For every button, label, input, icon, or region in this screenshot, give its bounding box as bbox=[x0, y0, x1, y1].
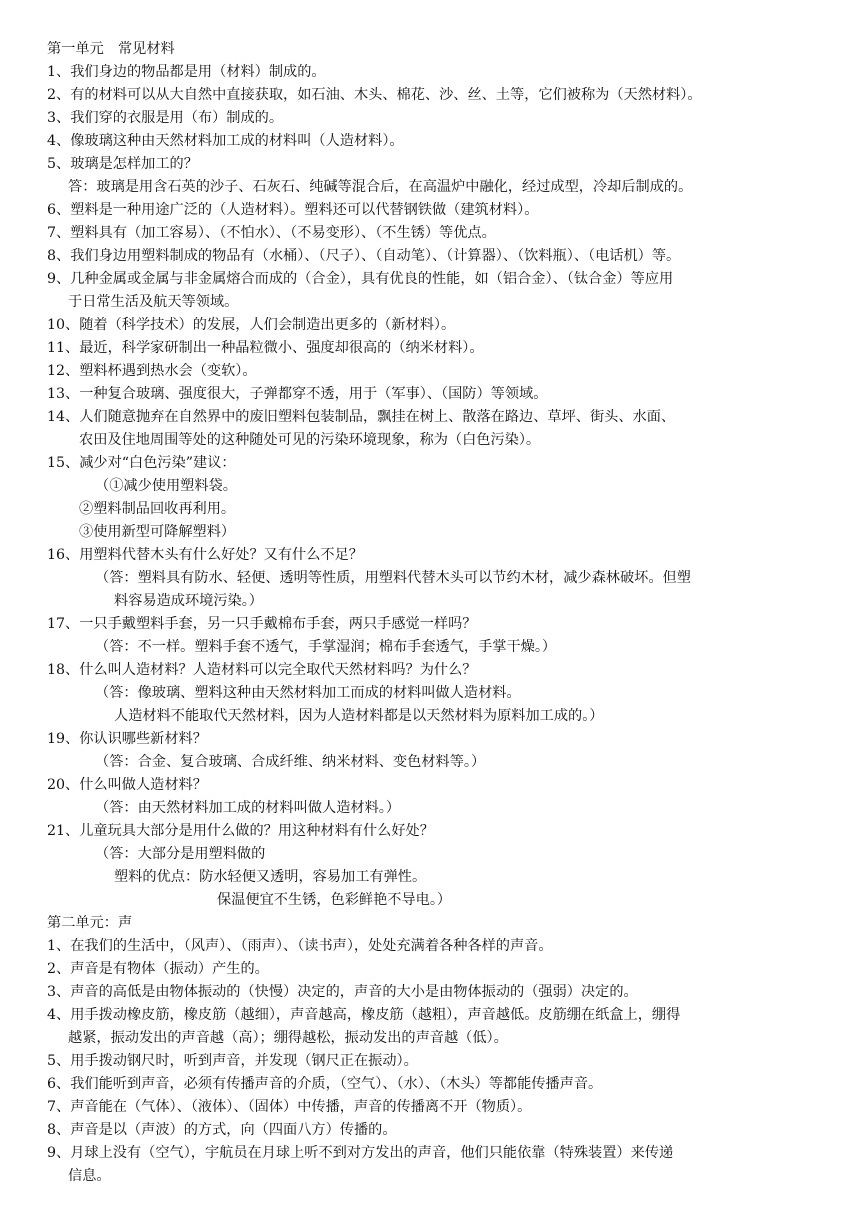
unit2-line: 信息。 bbox=[68, 1168, 111, 1184]
unit1-line: 5、玻璃是怎样加工的？ bbox=[47, 156, 198, 172]
unit1-line: （答：像玻璃、塑料这种由天然材料加工而成的材料叫做人造材料。 bbox=[95, 685, 521, 701]
unit1-line: 8、我们身边用塑料制成的物品有（水桶）、（尺子）、（自动笔）、（计算器）、（饮料瓶）、（电话机）等。 bbox=[47, 248, 681, 264]
unit1-line: 于日常生活及航天等领域。 bbox=[68, 294, 239, 310]
unit1-line: 9、几种金属或金属与非金属熔合而成的（合金），具有优良的性能，如（铝合金）、（钛合金）等应用 bbox=[47, 271, 674, 287]
unit1-line: 塑料的优点：防水轻便又透明，容易加工有弹性。 bbox=[114, 869, 427, 885]
unit1-line: 20、什么叫做人造材料？ bbox=[47, 777, 207, 793]
unit2-line: 5、用手拨动钢尺时，听到声音，并发现（钢尺正在振动）。 bbox=[47, 1053, 418, 1069]
unit1-line: 答：玻璃是用含石英的沙子、石灰石、纯碱等混合后，在高温炉中融化，经过成型，冷却后制成的。 bbox=[68, 179, 693, 195]
unit1-line: 保温便宜不生锈，色彩鲜艳不导电。） bbox=[217, 892, 452, 908]
unit1-line: （答：塑料具有防水、轻便、透明等性质，用塑料代替木头可以节约木材，减少森林破坏。但塑 bbox=[95, 570, 691, 586]
unit2-title: 第二单元：声 bbox=[47, 915, 133, 931]
unit1-line: 17、一只手戴塑料手套，另一只手戴棉布手套，两只手感觉一样吗？ bbox=[47, 616, 477, 632]
unit1-line: 3、我们穿的衣服是用（布）制成的。 bbox=[47, 110, 284, 126]
unit1-line: 7、塑料具有（加工容易）、（不怕水）、（不易变形）、（不生锈）等优点。 bbox=[47, 225, 496, 241]
unit1-line: 人造材料不能取代天然材料，因为人造材料都是以天然材料为原料加工成的。） bbox=[114, 708, 604, 724]
unit2-line: 2、声音是有物体（振动）产生的。 bbox=[47, 961, 269, 977]
unit1-line: 2、有的材料可以从大自然中直接获取，如石油、木头、棉花、沙、丝、土等，它们被称为（天然材料）。 bbox=[47, 87, 702, 103]
unit2-line: 越紧，振动发出的声音越（高）；绷得越松，振动发出的声音越（低）。 bbox=[68, 1030, 508, 1046]
unit1-line: 10、随着（科学技术）的发展，人们会制造出更多的（新材料）。 bbox=[47, 317, 456, 333]
unit1-line: 6、塑料是一种用途广泛的（人造材料）。塑料还可以代替钢铁做（建筑材料）。 bbox=[47, 202, 539, 218]
unit1-line: 16、用塑料代替木头有什么好处？又有什么不足？ bbox=[47, 547, 363, 563]
unit1-line: 农田及住地周围等处的这种随处可见的污染环境现象，称为（白色污染）。 bbox=[79, 432, 541, 448]
unit1-line: 14、人们随意抛弃在自然界中的废旧塑料包装制品，飘挂在树上、散落在路边、草坪、街头、水面、 bbox=[47, 409, 676, 425]
unit2-line: 1、在我们的生活中，（风声）、（雨声）、（读书声），处处充满着各种各样的声音。 bbox=[47, 938, 553, 954]
unit1-line: （答：大部分是用塑料做的 bbox=[95, 846, 266, 862]
unit2-line: 8、声音是以（声波）的方式，向（四面八方）传播的。 bbox=[47, 1122, 397, 1138]
unit2-line: 7、声音能在（气体）、（液体）、（固体）中传播，声音的传播离不开（物质）。 bbox=[47, 1099, 532, 1115]
unit1-line: 19、你认识哪些新材料？ bbox=[47, 731, 207, 747]
unit1-line: 11、最近，科学家研制出一种晶粒微小、强度却很高的（纳米材料）。 bbox=[47, 340, 484, 356]
unit1-title: 第一单元 常见材料 bbox=[47, 41, 175, 57]
unit1-line: （①减少使用塑料袋。 bbox=[95, 478, 237, 494]
unit1-line: 18、什么叫人造材料？人造材料可以完全取代天然材料吗？为什么？ bbox=[47, 662, 477, 678]
unit1-line: 15、减少对“白色污染”建议： bbox=[47, 455, 236, 471]
unit1-line: ③使用新型可降解塑料） bbox=[79, 524, 236, 540]
unit1-line: 料容易造成环境污染。） bbox=[114, 593, 263, 609]
unit1-line: 13、一种复合玻璃、强度很大，子弹都穿不透，用于（军事）、（国防）等领域。 bbox=[47, 386, 548, 402]
unit2-line: 4、用手拨动橡皮筋，橡皮筋（越细），声音越高，橡皮筋（越粗），声音越低。皮筋绷在纸盒上，绷得 bbox=[47, 1007, 681, 1023]
unit1-line: （答：由天然材料加工成的材料叫做人造材料。） bbox=[95, 800, 401, 816]
unit2-line: 3、声音的高低是由物体振动的（快慢）决定的，声音的大小是由物体振动的（强弱）决定的。 bbox=[47, 984, 638, 1000]
unit2-line: 9、月球上没有（空气），宇航员在月球上听不到对方发出的声音，他们只能依靠（特殊装置）来传递 bbox=[47, 1145, 674, 1161]
unit2-line: 6、我们能听到声音，必须有传播声音的介质，（空气）、（水）、（木头）等都能传播声音。 bbox=[47, 1076, 603, 1092]
unit1-line: 21、儿童玩具大部分是用什么做的？用这种材料有什么好处？ bbox=[47, 823, 434, 839]
unit1-line: ②塑料制品回收再利用。 bbox=[79, 501, 236, 517]
unit1-line: （答：不一样。塑料手套不透气，手掌湿润；棉布手套透气，手掌干燥。） bbox=[95, 639, 557, 655]
unit1-line: 4、像玻璃这种由天然材料加工成的材料叫（人造材料）。 bbox=[47, 133, 404, 149]
unit1-line: 1、我们身边的物品都是用（材料）制成的。 bbox=[47, 64, 326, 80]
unit1-line: 12、塑料杯遇到热水会（变软）。 bbox=[47, 363, 257, 379]
unit1-line: （答：合金、复合玻璃、合成纤维、纳米材料、变色材料等。） bbox=[95, 754, 486, 770]
document-body bbox=[47, 38, 824, 1188]
